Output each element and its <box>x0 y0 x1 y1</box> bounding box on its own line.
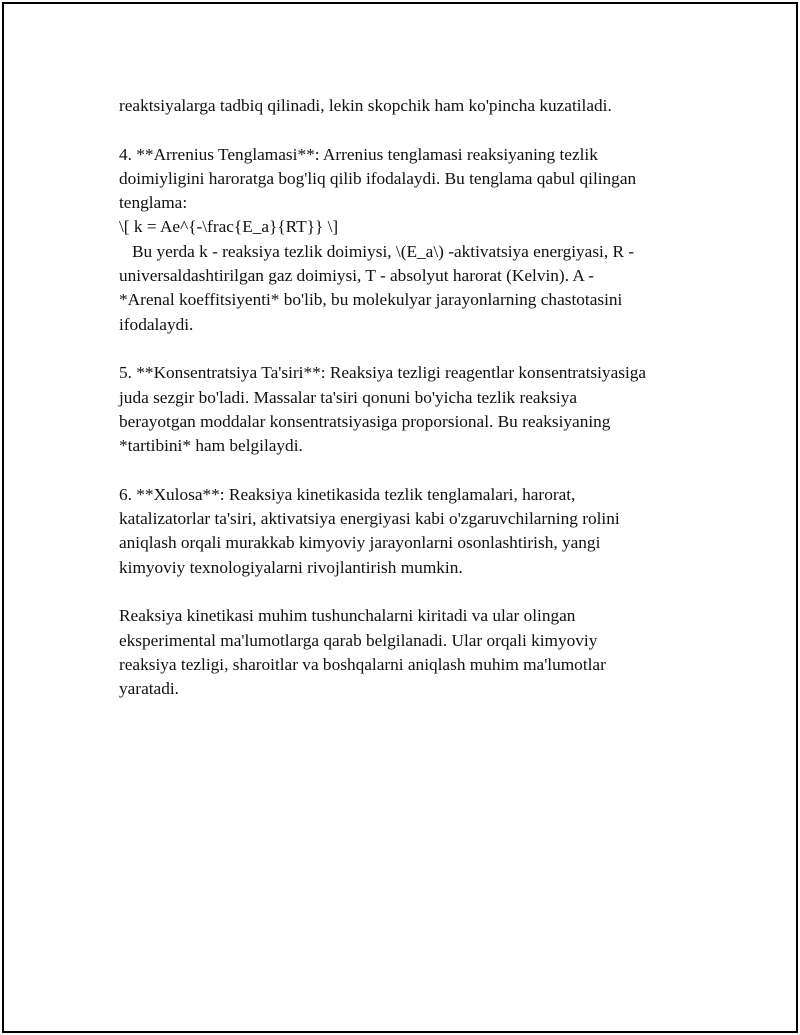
paragraph-gap <box>119 458 694 482</box>
text-line: 6. **Xulosa**: Reaksiya kinetikasida tezlik tenglamalari, harorat, <box>119 484 576 504</box>
text-line: eksperimental ma'lumotlarga qarab belgilanadi. Ular orqali kimyoviy <box>119 630 598 650</box>
paragraph-conclusion <box>119 604 694 701</box>
paragraph-intro-tail <box>119 94 694 118</box>
text-line: *tartibini* ham belgilaydi. <box>119 436 303 456</box>
text-line: doimiyligini haroratga bog'liq qilib ifodalaydi. Bu tenglama qabul qilingan <box>119 168 637 188</box>
formula-line: \[ k = Ae^{-\frac{E_a}{RT}} \] <box>119 217 339 237</box>
text-line: *Arenal koeffitsiyenti* bo'lib, bu molekulyar jarayonlarning chastotasini <box>119 290 623 310</box>
paragraph-gap <box>119 580 694 604</box>
paragraph-arrenius <box>119 143 694 337</box>
text-line: reaktsiyalarga tadbiq qilinadi, lekin skopchik ham ko'pincha kuzatiladi. <box>119 96 612 115</box>
document-body <box>119 94 694 701</box>
paragraph-xulosa <box>119 483 694 580</box>
paragraph-gap <box>119 337 694 361</box>
text-line: yaratadi. <box>119 679 179 699</box>
text-line: universaldashtirilgan gaz doimiysi, T - absolyut harorat (Kelvin). A - <box>119 266 594 286</box>
paragraph-gap <box>119 118 694 142</box>
document-page <box>2 2 798 1033</box>
text-line: juda sezgir bo'ladi. Massalar ta'siri qonuni bo'yicha tezlik reaksiya <box>119 387 578 407</box>
text-line: reaksiya tezligi, sharoitlar va boshqalarni aniqlash muhim ma'lumotlar <box>119 654 606 674</box>
paragraph-konsentratsiya <box>119 361 694 458</box>
text-line: 5. **Konsentratsiya Ta'siri**: Reaksiya tezligi reagentlar konsentratsiyasiga <box>119 363 647 383</box>
text-line: katalizatorlar ta'siri, aktivatsiya energiyasi kabi o'zgaruvchilarning rolini <box>119 509 620 529</box>
text-line: tenglama: <box>119 193 188 213</box>
text-line: ifodalaydi. <box>119 314 194 334</box>
text-line: aniqlash orqali murakkab kimyoviy jarayonlarni osonlashtirish, yangi <box>119 533 601 553</box>
text-line: kimyoviy texnologiyalarni rivojlantirish mumkin. <box>119 557 463 577</box>
text-line: Reaksiya kinetikasi muhim tushunchalarni kiritadi va ular olingan <box>119 606 576 626</box>
text-line: berayotgan moddalar konsentratsiyasiga proporsional. Bu reaksiyaning <box>119 411 611 431</box>
text-line: 4. **Arrenius Tenglamasi**: Arrenius tenglamasi reaksiyaning tezlik <box>119 144 598 164</box>
text-line: Bu yerda k - reaksiya tezlik doimiysi, \(E_a\) -aktivatsiya energiyasi, R - <box>119 241 635 261</box>
